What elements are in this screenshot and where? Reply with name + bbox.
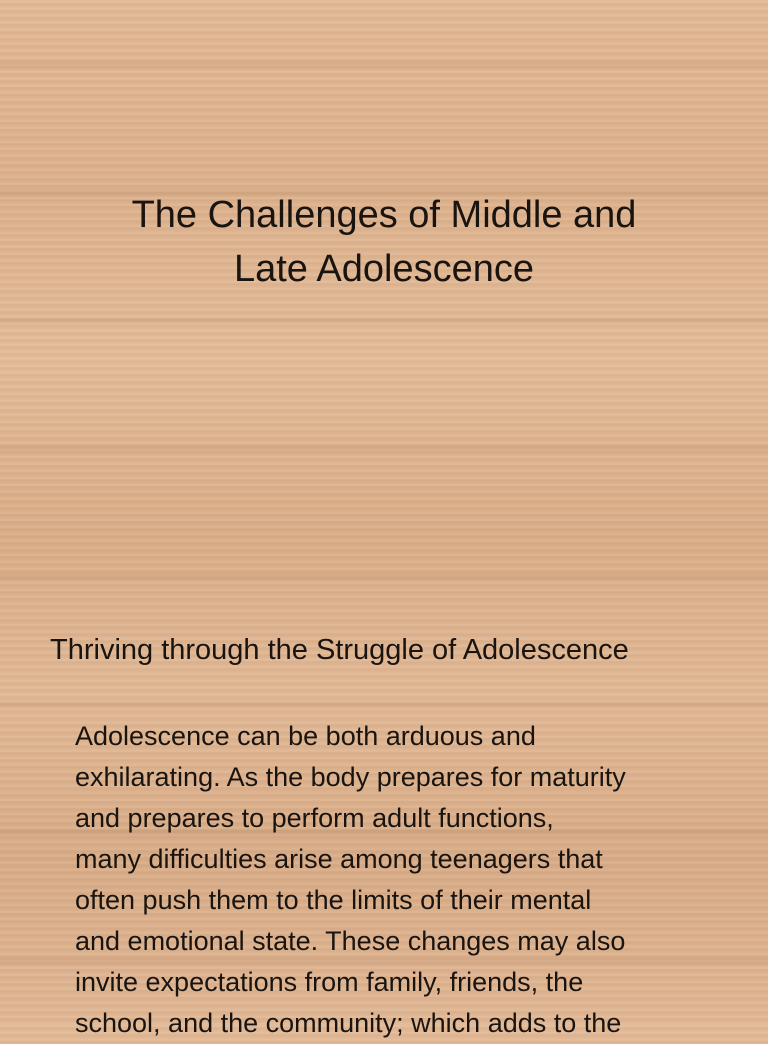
- content-body: [75, 716, 735, 1044]
- body-line: school, and the community; which adds to the: [75, 1008, 622, 1038]
- content-heading: Thriving through the Struggle of Adolescence: [50, 634, 629, 666]
- body-line: and emotional state. These changes may also: [75, 926, 626, 956]
- title-line: Late Adolescence: [233, 248, 534, 290]
- slide-title: [0, 188, 768, 296]
- body-line: many difficulties arise among teenagers that: [75, 844, 603, 874]
- body-line: invite expectations from family, friends, the: [75, 967, 584, 997]
- content-slide: [0, 620, 768, 1038]
- body-line: often push them to the limits of their mental: [75, 885, 592, 915]
- title-slide: [0, 188, 768, 308]
- body-line: Adolescence can be both arduous and: [75, 721, 536, 751]
- body-line: and prepares to perform adult functions,: [75, 803, 554, 833]
- title-line: The Challenges of Middle and: [131, 194, 637, 236]
- body-line: exhilarating. As the body prepares for maturity: [75, 762, 626, 792]
